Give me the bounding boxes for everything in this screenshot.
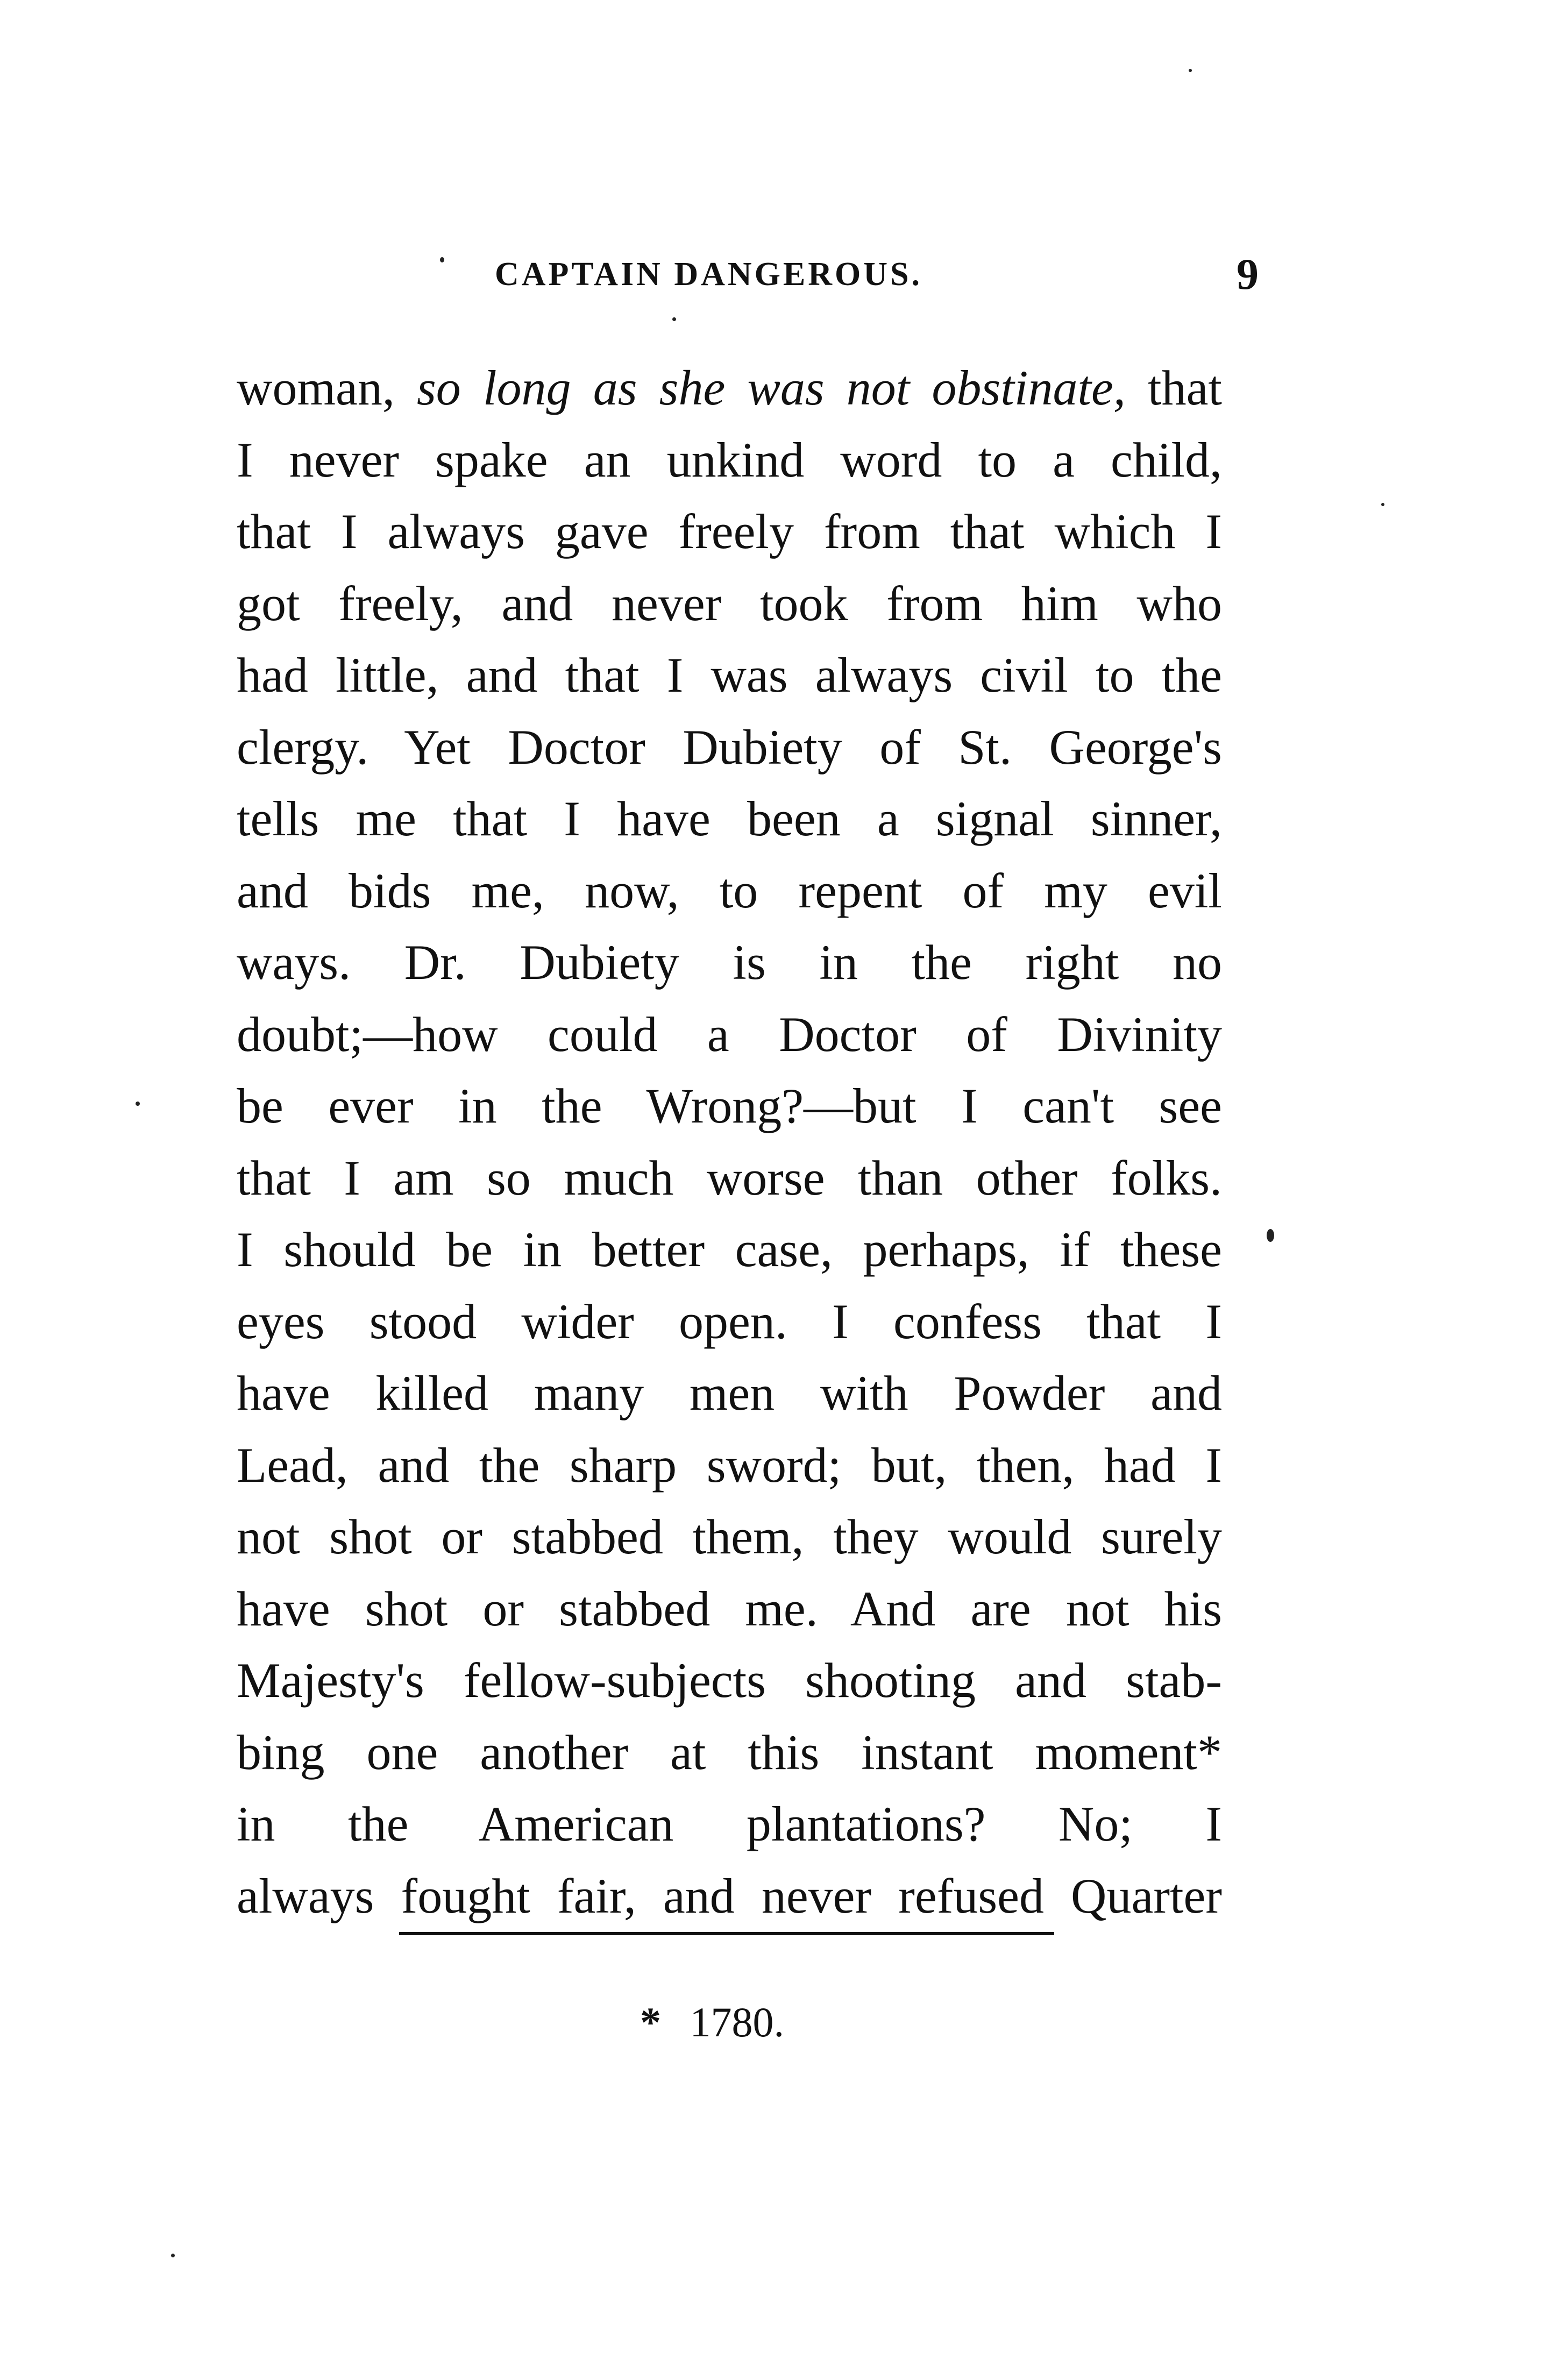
scan-speck — [1189, 69, 1192, 72]
text-line — [237, 1358, 1222, 1430]
text-line — [237, 352, 1222, 424]
text-segment: eyes stood wider open. I confess that I — [237, 1294, 1222, 1349]
text-line — [237, 1286, 1222, 1358]
scan-speck — [440, 257, 444, 262]
page-number: 9 — [1237, 250, 1259, 299]
scan-speck — [136, 1102, 140, 1106]
text-line — [237, 1860, 1222, 1933]
text-segment: have shot or stabbed me. And are not his — [237, 1581, 1222, 1636]
text-segment: always fought fair, and never refused Quarter — [237, 1868, 1222, 1923]
text-line — [237, 1788, 1222, 1860]
text-segment: Lead, and the sharp sword; but, then, had I — [237, 1437, 1222, 1493]
scan-speck — [1267, 1229, 1274, 1242]
text-line — [237, 1070, 1222, 1142]
text-line — [237, 1501, 1222, 1573]
text-line — [237, 999, 1222, 1071]
text-line — [237, 855, 1222, 927]
italic-phrase: so long as she was not obstinate, — [417, 360, 1126, 415]
running-head — [495, 245, 1259, 304]
text-line — [237, 1214, 1222, 1286]
scan-speck — [672, 317, 676, 321]
text-segment: tells me that I have been a signal sinner, — [237, 791, 1222, 846]
scan-speck — [171, 2254, 175, 2257]
body-text — [237, 352, 1222, 1932]
text-line — [237, 424, 1222, 496]
text-line — [237, 1430, 1222, 1502]
text-segment: that I am so much worse than other folks. — [237, 1150, 1222, 1205]
text-segment: I never spake an unkind word to a child, — [237, 432, 1222, 487]
text-segment: that — [1125, 360, 1222, 415]
text-line — [237, 496, 1222, 568]
text-segment: doubt;—how could a Doctor of Divinity — [237, 1006, 1222, 1062]
text-segment: bing one another at this instant moment* — [237, 1724, 1222, 1780]
text-line — [237, 568, 1222, 640]
footnote-marker: * — [640, 1999, 661, 2045]
text-line — [237, 783, 1222, 855]
footnote — [640, 1990, 920, 2055]
text-segment: woman, — [237, 360, 417, 415]
scan-speck — [1381, 503, 1384, 506]
footnote-rule — [399, 1932, 1054, 1935]
running-title: CAPTAIN DANGEROUS. — [495, 255, 923, 293]
text-segment: have killed many men with Powder and — [237, 1366, 1222, 1420]
text-line — [237, 1717, 1222, 1789]
text-segment: had little, and that I was always civil to the — [237, 648, 1222, 702]
text-line — [237, 1573, 1222, 1645]
text-segment: ways. Dr. Dubiety is in the right no — [237, 935, 1222, 990]
text-segment: be ever in the Wrong?—but I can't see — [237, 1078, 1222, 1133]
text-segment: and bids me, now, to repent of my evil — [237, 863, 1222, 918]
text-segment: in the American plantations? No; I — [237, 1796, 1222, 1851]
text-segment: Majesty's fellow-subjects shooting and stab- — [237, 1653, 1222, 1708]
text-line — [237, 712, 1222, 784]
text-segment: clergy. Yet Doctor Dubiety of St. George's — [237, 719, 1222, 775]
text-line — [237, 1142, 1222, 1214]
text-segment: got freely, and never took from him who — [237, 576, 1222, 631]
text-line — [237, 1645, 1222, 1717]
text-line — [237, 640, 1222, 712]
text-segment: I should be in better case, perhaps, if these — [237, 1222, 1222, 1277]
text-line — [237, 927, 1222, 999]
footnote-text: 1780. — [690, 1999, 784, 2045]
text-segment: that I always gave freely from that which I — [237, 504, 1222, 559]
text-segment: not shot or stabbed them, they would surely — [237, 1509, 1222, 1564]
